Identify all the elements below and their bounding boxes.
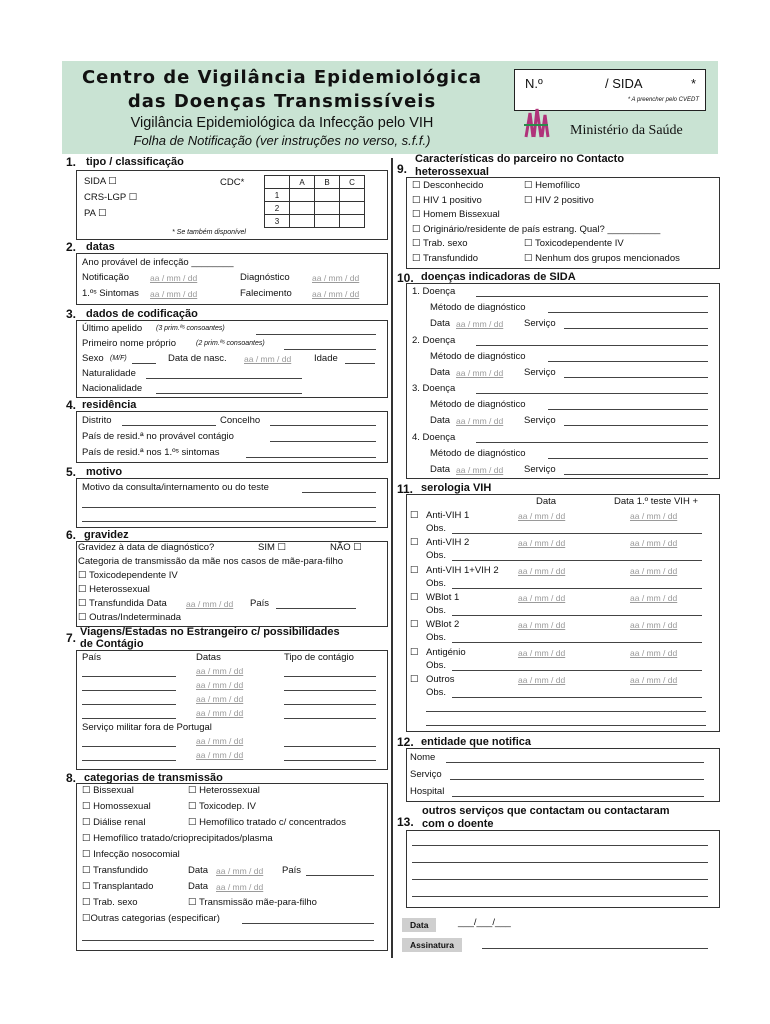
sintomas-label: 1.ºˢ Sintomas xyxy=(82,288,139,299)
serologia-checkbox[interactable]: ☐ xyxy=(410,591,419,603)
serologia-obs-field[interactable] xyxy=(452,588,702,589)
section-5-number: 5. xyxy=(66,465,77,479)
mae-heterossexual[interactable]: ☐ Heterossexual xyxy=(78,584,150,595)
notificacao-date[interactable]: aa / mm / dd xyxy=(150,273,198,283)
ultimo-apelido-note: (3 prim.ªˢ consoantes) xyxy=(156,325,225,332)
cat-transplantado-data-label: Data xyxy=(188,881,209,892)
parceiro-option[interactable]: ☐ HIV 1 positivo xyxy=(412,194,482,206)
naturalidade-label: Naturalidade xyxy=(82,368,136,379)
doenca-servico-field[interactable] xyxy=(564,328,708,329)
section-3-number: 3. xyxy=(66,307,77,321)
mae-pais-field[interactable] xyxy=(276,608,356,609)
cat-outras[interactable]: ☐Outras categorias (especificar) xyxy=(82,913,220,924)
sintomas-date[interactable]: aa / mm / dd xyxy=(150,289,198,299)
serologia-obs-field[interactable] xyxy=(452,670,702,671)
section-6-title: gravidez xyxy=(84,529,129,541)
serologia-test-label: WBlot 1 xyxy=(426,591,460,603)
doenca-date[interactable]: aa / mm / dd xyxy=(456,367,504,378)
serologia-outros-field-1[interactable] xyxy=(426,711,706,712)
cat-hemofilico-plasma[interactable]: ☐ Hemofílico tratado/crioprecipitados/plasma xyxy=(82,833,273,844)
section-2-number: 2. xyxy=(66,240,77,254)
idade-label: Idade xyxy=(314,353,338,364)
serologia-date-1[interactable]: aa / mm / dd xyxy=(630,511,678,521)
cat-transfundido-pais-field[interactable] xyxy=(306,875,374,876)
cat-toxicodep[interactable]: ☐ Toxicodep. IV xyxy=(188,801,257,812)
trip-date[interactable]: aa / mm / dd xyxy=(196,750,244,760)
pais-contagio-label: País de resid.ª no provável contágio xyxy=(82,431,234,442)
cdc-col-a: A xyxy=(290,176,315,189)
section-11-number: 11. xyxy=(397,482,414,496)
doenca-label: 4. Doença xyxy=(412,431,456,443)
section-13-title-1: outros serviços que contactam ou contactaram xyxy=(422,805,670,817)
serologia-date[interactable]: aa / mm / dd xyxy=(518,565,566,576)
mae-transfundida[interactable]: ☐ Transfundida Data xyxy=(78,598,167,609)
motivo-label: Motivo da consulta/internamento ou do teste xyxy=(82,482,269,493)
trip-date[interactable]: aa / mm / dd xyxy=(196,680,244,690)
doenca-servico-label: Serviço xyxy=(524,463,556,475)
section-7-title-2: de Contágio xyxy=(80,638,144,650)
pais-sintomas-label: País de resid.ª nos 1.ºˢ sintomas xyxy=(82,447,220,458)
concelho-label: Concelho xyxy=(220,415,261,426)
metodo-label: Método de diagnóstico xyxy=(430,447,526,459)
section-9-title-2: heterossexual xyxy=(415,166,489,178)
doenca-data-label: Data xyxy=(430,366,451,378)
parceiro-option[interactable]: ☐ Originário/residente de país estrang. Qual? __________ xyxy=(412,223,661,235)
section-11-title: serologia VIH xyxy=(421,482,492,494)
cat-transplantado[interactable]: ☐ Transplantado xyxy=(82,881,154,892)
cdc-note: * Se também disponível xyxy=(172,229,246,236)
trip-pais-field[interactable] xyxy=(82,676,176,677)
doenca-field[interactable] xyxy=(476,442,708,443)
primeiro-nome-field[interactable] xyxy=(284,349,376,350)
cdc-row-1: 1 xyxy=(265,189,290,202)
serologia-date[interactable]: aa / mm / dd xyxy=(518,511,566,521)
serologia-date-1[interactable]: aa / mm / dd xyxy=(630,592,678,603)
gravidez-categoria: Categoria de transmissão da mãe nos casos de mãe-para-filho xyxy=(78,556,344,567)
section-12-number: 12. xyxy=(397,735,414,749)
doenca-date[interactable]: aa / mm / dd xyxy=(456,416,504,426)
section-5-title: motivo xyxy=(86,466,123,478)
section-9-title-1: Características do parceiro no Contacto xyxy=(415,153,625,165)
asterisk: * xyxy=(691,76,697,91)
metodo-label: Método de diagnóstico xyxy=(430,302,526,313)
cdc-label: CDC* xyxy=(220,177,245,188)
pa-checkbox[interactable]: PA ☐ xyxy=(84,208,107,219)
ultimo-apelido-label: Último apelido xyxy=(82,323,143,334)
footer-data-label: Data xyxy=(402,918,436,932)
pais-sintomas-field[interactable] xyxy=(246,457,376,458)
sida-label: / SIDA xyxy=(605,76,643,91)
doenca-data-label: Data xyxy=(430,463,451,475)
doenca-servico-field[interactable] xyxy=(564,474,708,475)
metodo-field[interactable] xyxy=(548,312,708,313)
cdc-col-b: B xyxy=(315,176,340,189)
serologia-obs-label: Obs. xyxy=(426,523,447,534)
cat-trab-sexo[interactable]: ☐ Trab. sexo xyxy=(82,897,138,908)
parceiro-option[interactable]: ☐ Homem Bissexual xyxy=(412,209,500,220)
serologia-obs-label: Obs. xyxy=(426,686,447,698)
gravidez-sim[interactable]: SIM ☐ xyxy=(258,542,287,553)
viagens-pais-header: País xyxy=(82,652,102,663)
cat-outras-field-2[interactable] xyxy=(82,940,374,941)
serologia-date[interactable]: aa / mm / dd xyxy=(518,674,566,685)
motivo-field-3[interactable] xyxy=(82,521,376,522)
primeiro-nome-label: Primeiro nome próprio xyxy=(82,338,176,349)
outros-servicos-field-3[interactable] xyxy=(412,879,708,880)
serologia-date-1[interactable]: aa / mm / dd xyxy=(630,647,678,658)
cat-nosocomial[interactable]: ☐ Infecção nosocomial xyxy=(82,849,180,860)
doenca-date[interactable]: aa / mm / dd xyxy=(456,319,504,329)
serologia-obs-field[interactable] xyxy=(452,697,702,698)
motivo-field-2[interactable] xyxy=(82,507,376,508)
serologia-date[interactable]: aa / mm / dd xyxy=(518,620,566,631)
parceiro-option[interactable]: ☐ Trab. sexo xyxy=(412,238,468,249)
trip-tipo-field[interactable] xyxy=(284,746,376,747)
subtitle-2: Folha de Notificação (ver instruções no verso, s.f.f.) xyxy=(133,133,431,148)
cat-transfundido-data-label: Data xyxy=(188,865,209,876)
notification-number-box[interactable] xyxy=(514,69,706,111)
trip-tipo-field[interactable] xyxy=(284,760,376,761)
concelho-field[interactable] xyxy=(270,425,376,426)
section-1-number: 1. xyxy=(66,155,77,169)
serologia-data-header: Data xyxy=(536,496,557,507)
parceiro-option[interactable]: ☐ Desconhecido xyxy=(412,180,484,191)
footer-assinatura-label: Assinatura xyxy=(402,938,462,952)
cdc-grid[interactable] xyxy=(264,175,365,228)
trip-date[interactable]: aa / mm / dd xyxy=(196,694,244,704)
crs-lgp-checkbox[interactable]: CRS-LGP ☐ xyxy=(84,192,138,203)
section-9-number: 9. xyxy=(397,162,408,176)
footer-data-field[interactable]: ___/___/___ xyxy=(458,917,511,928)
trip-tipo-field[interactable] xyxy=(284,676,376,677)
serologia-checkbox[interactable]: ☐ xyxy=(410,619,419,631)
cat-bissexual[interactable]: ☐ Bissexual xyxy=(82,785,134,796)
section-8-title: categorias de transmissão xyxy=(84,772,223,784)
doenca-label: 3. Doença xyxy=(412,383,456,394)
nasc-label: Data de nasc. xyxy=(168,353,227,364)
title-line-1: Centro de Vigilância Epidemiológica xyxy=(81,67,483,88)
doenca-field[interactable] xyxy=(476,296,708,297)
serologia-obs-label: Obs. xyxy=(426,632,447,644)
distrito-label: Distrito xyxy=(82,415,112,426)
doenca-servico-label: Serviço xyxy=(524,366,556,378)
doenca-servico-label: Serviço xyxy=(524,318,556,329)
section-8-number: 8. xyxy=(66,771,77,785)
sexo-note: (M/F) xyxy=(110,355,127,362)
section-10-title: doenças indicadoras de SIDA xyxy=(421,271,576,283)
mae-toxicodependente[interactable]: ☐ Toxicodependente IV xyxy=(78,570,178,581)
outros-servicos-field-1[interactable] xyxy=(412,845,708,846)
nasc-date[interactable]: aa / mm / dd xyxy=(244,354,292,364)
trip-date[interactable]: aa / mm / dd xyxy=(196,666,244,676)
section-10-number: 10. xyxy=(397,271,414,285)
serologia-obs-label: Obs. xyxy=(426,604,447,616)
doenca-label: 1. Doença xyxy=(412,286,456,297)
nacionalidade-label: Nacionalidade xyxy=(82,383,143,394)
trip-pais-field[interactable] xyxy=(82,760,176,761)
serologia-obs-label: Obs. xyxy=(426,577,447,589)
serologia-checkbox[interactable]: ☐ xyxy=(410,646,419,658)
parceiro-option[interactable]: ☐ Nenhum dos grupos mencionados xyxy=(524,252,680,264)
section-12-title: entidade que notifica xyxy=(421,736,532,748)
outros-servicos-field-2[interactable] xyxy=(412,862,708,863)
serologia-date-1[interactable]: aa / mm / dd xyxy=(630,620,678,631)
trip-pais-field[interactable] xyxy=(82,718,176,719)
metodo-field[interactable] xyxy=(548,409,708,410)
entidade-hospital-label: Hospital xyxy=(410,786,445,797)
serologia-checkbox[interactable]: ☐ xyxy=(410,510,419,521)
gravidez-question: Gravidez à data de diagnóstico? xyxy=(78,542,215,553)
doenca-field[interactable] xyxy=(476,345,708,346)
primeiro-nome-note: (2 prim.ªˢ consoantes) xyxy=(196,340,265,347)
mae-outras[interactable]: ☐ Outras/Indeterminada xyxy=(78,612,182,623)
cdc-col-c: C xyxy=(340,176,365,189)
notificacao-label: Notificação xyxy=(82,272,129,283)
serologia-obs-label: Obs. xyxy=(426,550,447,562)
header-banner xyxy=(62,61,718,154)
doenca-servico-field[interactable] xyxy=(564,425,708,426)
cat-transplantado-date[interactable]: aa / mm / dd xyxy=(216,882,264,892)
subtitle: Vigilância Epidemiológica da Infecção pelo VIH xyxy=(130,115,434,131)
serologia-obs-field[interactable] xyxy=(452,533,702,534)
serologia-date-1[interactable]: aa / mm / dd xyxy=(630,674,678,685)
parceiro-option[interactable]: ☐ HIV 2 positivo xyxy=(524,194,594,206)
distrito-field[interactable] xyxy=(122,425,216,426)
title-line-2: das Doenças Transmissíveis xyxy=(127,91,437,112)
gravidez-nao[interactable]: NÃO ☐ xyxy=(330,542,362,553)
cat-transfundido-date[interactable]: aa / mm / dd xyxy=(216,866,264,876)
trip-date[interactable]: aa / mm / dd xyxy=(196,736,244,746)
cdc-row-2: 2 xyxy=(265,202,290,215)
serologia-outros-field-2[interactable] xyxy=(426,725,706,726)
trip-tipo-field[interactable] xyxy=(284,718,376,719)
doenca-servico-field[interactable] xyxy=(564,377,708,378)
cat-heterossexual[interactable]: ☐ Heterossexual xyxy=(188,785,260,796)
assinatura-field[interactable] xyxy=(482,948,708,949)
sexo-label: Sexo xyxy=(82,353,104,364)
cat-transfundido[interactable]: ☐ Transfundido xyxy=(82,865,149,876)
serologia-test-label: Anti-VIH 2 xyxy=(426,537,470,549)
sida-checkbox[interactable]: SIDA ☐ xyxy=(84,176,117,187)
trip-tipo-field[interactable] xyxy=(284,690,376,691)
viagens-tipo-header: Tipo de contágio xyxy=(284,652,354,663)
falecimento-label: Falecimento xyxy=(240,288,292,299)
ministry-name: Ministério da Saúde xyxy=(570,123,683,138)
section-4-number: 4. xyxy=(66,398,77,412)
outros-servicos-field-4[interactable] xyxy=(412,896,708,897)
cdc-row-3: 3 xyxy=(265,215,290,228)
motivo-field-1[interactable] xyxy=(302,492,376,493)
doenca-label: 2. Doença xyxy=(412,334,456,346)
naturalidade-field[interactable] xyxy=(146,378,302,379)
serologia-test-label: WBlot 2 xyxy=(426,619,460,631)
pais-contagio-field[interactable] xyxy=(270,441,376,442)
viagens-datas-header: Datas xyxy=(196,652,221,663)
entidade-nome-field[interactable] xyxy=(446,762,704,763)
entidade-servico-field[interactable] xyxy=(450,779,704,780)
entidade-hospital-field[interactable] xyxy=(452,796,704,797)
serologia-test-label: Anti-VIH 1 xyxy=(426,510,470,521)
trip-pais-field[interactable] xyxy=(82,690,176,691)
metodo-label: Método de diagnóstico xyxy=(430,399,526,410)
entidade-servico-label: Serviço xyxy=(410,769,442,780)
serologia-date-1[interactable]: aa / mm / dd xyxy=(630,565,678,576)
cat-mae-filho[interactable]: ☐ Transmissão mãe-para-filho xyxy=(188,897,317,908)
ano-infeccao[interactable]: Ano provável de infecção ________ xyxy=(82,257,234,268)
metodo-field[interactable] xyxy=(548,458,708,459)
number-label: N.º xyxy=(525,76,543,91)
section-7-title-1: Viagens/Estadas no Estrangeiro c/ possibilidades xyxy=(80,626,340,638)
serologia-obs-label: Obs. xyxy=(426,659,447,671)
cat-hemofilico-concentrados[interactable]: ☐ Hemofílico tratado c/ concentrados xyxy=(188,817,346,828)
serologia-date[interactable]: aa / mm / dd xyxy=(518,538,566,549)
cat-transfundido-pais-label: País xyxy=(282,865,302,876)
serologia-obs-field[interactable] xyxy=(452,615,702,616)
section-4-title: residência xyxy=(82,399,137,411)
column-divider xyxy=(391,158,393,958)
doenca-date[interactable]: aa / mm / dd xyxy=(456,464,504,475)
doenca-field[interactable] xyxy=(476,393,708,394)
serologia-data1-header: Data 1.º teste VIH + xyxy=(614,496,698,507)
ultimo-apelido-field[interactable] xyxy=(256,334,376,335)
serologia-test-label: Anti-VIH 1+VIH 2 xyxy=(426,564,499,576)
serologia-date[interactable]: aa / mm / dd xyxy=(518,647,566,658)
mae-pais-label: País xyxy=(250,598,270,609)
serologia-test-label: Outros xyxy=(426,673,455,685)
serologia-checkbox[interactable]: ☐ xyxy=(410,673,419,685)
parceiro-option[interactable]: ☐ Toxicodependente IV xyxy=(524,238,624,249)
ministry-block xyxy=(514,115,714,145)
diagnostico-date[interactable]: aa / mm / dd xyxy=(312,273,360,283)
section-7-number: 7. xyxy=(66,631,77,645)
doenca-servico-label: Serviço xyxy=(524,415,556,426)
number-note: * A preencher pelo CVEDT xyxy=(627,97,699,103)
parceiro-option[interactable]: ☐ Hemofílico xyxy=(524,180,581,191)
serologia-date-1[interactable]: aa / mm / dd xyxy=(630,538,678,549)
trip-date[interactable]: aa / mm / dd xyxy=(196,708,244,718)
falecimento-date[interactable]: aa / mm / dd xyxy=(312,289,360,299)
section-12-box xyxy=(406,748,720,802)
cat-dialise[interactable]: ☐ Diálise renal xyxy=(82,817,146,828)
servico-militar-label: Serviço militar fora de Portugal xyxy=(82,722,212,733)
trip-pais-field[interactable] xyxy=(82,746,176,747)
section-13-title-2: com o doente xyxy=(422,818,494,830)
doenca-data-label: Data xyxy=(430,318,451,329)
serologia-obs-field[interactable] xyxy=(452,642,702,643)
nacionalidade-field[interactable] xyxy=(156,393,302,394)
sexo-field[interactable] xyxy=(132,363,156,364)
ministry-logo-icon xyxy=(522,107,550,141)
section-6-number: 6. xyxy=(66,528,77,542)
section-13-number: 13. xyxy=(397,815,414,829)
serologia-test-label: Antigénio xyxy=(426,646,466,658)
entidade-nome-label: Nome xyxy=(410,752,436,763)
section-3-title: dados de codificação xyxy=(86,308,198,320)
trip-tipo-field[interactable] xyxy=(284,704,376,705)
section-2-title: datas xyxy=(86,241,115,253)
serologia-date[interactable]: aa / mm / dd xyxy=(518,592,566,603)
mae-transfundida-date[interactable]: aa / mm / dd xyxy=(186,599,234,609)
serologia-obs-field[interactable] xyxy=(452,560,702,561)
cat-homossexual[interactable]: ☐ Homossexual xyxy=(82,801,151,812)
cat-outras-field-1[interactable] xyxy=(242,923,374,924)
serologia-checkbox[interactable]: ☐ xyxy=(410,564,419,576)
idade-field[interactable] xyxy=(345,363,375,364)
trip-pais-field[interactable] xyxy=(82,704,176,705)
serologia-checkbox[interactable]: ☐ xyxy=(410,537,419,549)
metodo-field[interactable] xyxy=(548,361,708,362)
section-1-title: tipo / classificação xyxy=(86,156,184,168)
metodo-label: Método de diagnóstico xyxy=(430,350,526,362)
doenca-data-label: Data xyxy=(430,415,451,426)
parceiro-option[interactable]: ☐ Transfundido xyxy=(412,252,479,264)
diagnostico-label: Diagnóstico xyxy=(240,272,290,283)
